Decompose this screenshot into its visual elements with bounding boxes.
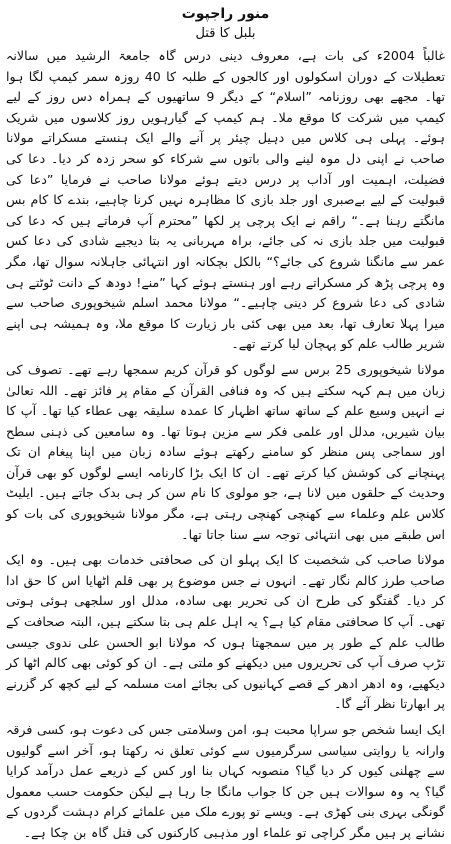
- article-paragraph: غالباً 2004ء کی بات ہے، معروف دینی درس گاہ جامعۃ الرشید میں سالانہ تعطیلات کے دوران اسکولوں اور کالجوں کے طلبہ کا 40 روزہ سمر کیمپ لگا ہوا تھا۔ مجھے بھی روزنامہ ”اسلام“ کے دیگر 9 ساتھیوں کے ہمراہ دس روز کے لیے کیمپ میں شرکت کا موقع ملا۔ ہم کیمپ کے گیارہویں روز کلاسوں میں شریک ہوئے۔ پہلی ہی کلاس میں دہیل چیئر پر آنے والے ایک ہنستے مسکراتے مولانا صاحب نے اپنی دل موہ لینے والی باتوں سے شرکاء کو سحر زدہ کر دیا۔ دعا کی فضیلت، اہمیت اور آداب پر درس دیتے ہوئے مولانا صاحب نے فرمایا ”دعا کی قبولیت کے لیے بےصبری اور جلد بازی کا مظاہرہ نہیں کرنا چاہیے، بندے کا کام بس مانگتے رہنا ہے۔“ راقم نے ایک پرچی پر لکھا ”محترم آپ فرماتے ہیں کہ دعا کی قبولیت میں جلد بازی نہ کی جائے، براہ مہربانی یہ بتا دیجیے شادی کی دعا کس عمر سے مانگنا شروع کی جائے؟“ بالکل بچکانہ اور انتہائی جاہلانہ سوال تھا، مگر وہ پرچی پڑھ کر مسکراتے رہے اور ہنستے ہوئے کہا ”منے! دودھ کے دانت ٹوٹتے ہی شادی کی دعا شروع کر دینی چاہیے۔“ مولانا محمد اسلم شیخوپوری صاحب سے میرا پہلا تعارف تھا، بعد میں بھی کئی بار زیارت کا موقع ملا، وہ ہمیشہ ہی اپنے شریر طالب علم کو پہچان لیا کرتے تھے۔: [6, 48, 445, 352]
- author-name: منور راجپوت: [181, 6, 270, 22]
- article-paragraph: ایک ایسا شخص جو سراپا محبت ہو، امن وسلامتی جس کی دعوت ہو، کسی فرقہ وارانہ یا روایتی سیاسی سرگرمیوں سے کوئی تعلق نہ رکھتا ہو، آخر اسے گولیوں سے چھلنی کیوں کر دیا گیا؟ منصوبہ کہاں بنا اور کس کے ذریعے عمل درآمد کرایا گیا؟ یہ وہ سوالات ہیں جن کا جواب مانگا جا رہا ہے لیکن حکومت حسب معمول گونگی بہری بنی کھڑی ہے۔ ویسے تو پورے ملک میں علمائے کرام دہشت گردوں کے نشانے پر ہیں مگر کراچی تو علماء اور مذہبی کارکنوں کی قتل گاہ بن چکا ہے۔: [6, 722, 445, 840]
- article-paragraph: مولانا شیخوپوری 25 برس سے لوگوں کو قرآن کریم سمجھا رہے تھے۔ تصوف کی زبان میں ہم کہہ سکتے ہیں کہ وہ فنافی القرآن کے مقام پر فائز تھے۔ اللہ تعالیٰ نے انہیں وسیع علم کے ساتھ ساتھ اظہار کا عمدہ سلیقہ بھی عطاء کیا تھا۔ آپ کا بیان شیریں، مدلل اور علمی فکر سے مزین ہوتا تھا۔ وہ سامعین کی ذہنی سطح اور سماجی پس منظر کو سامنے رکھتے ہوئے سادہ زبان میں اپنا پیغام ان تک پہنچانے کی کوشش کیا کرتے تھے۔ ان کا ایک بڑا کارنامہ ایسے لوگوں کو بھی قرآن وحدیث کے حلقوں میں لانا ہے، جو مولوی کا نام سن کر ہی بدک جاتے ہیں۔ ایلیٹ کلاس علم وعلماء سے کھنچی کھنچی رہتی ہے، مگر مولانا شیخوپوری کی بات کو اس طبقے میں بھی انتہائی توجہ سے سنا جاتا تھا۔: [6, 361, 445, 542]
- article-paragraph: مولانا صاحب کی شخصیت کا ایک پہلو ان کی صحافتی خدمات بھی ہیں۔ وہ ایک صاحب طرز کالم نگار تھے۔ انہوں نے جس موضوع پر بھی قلم اٹھایا اس کا حق ادا کر دیا۔ گفتگو کی طرح ان کی تحریر بھی سادہ، مدلل اور سلجھی ہوئی ہوتی تھی۔ آپ کا صحافتی مقام کیا ہے؟ یہ اہل علم ہی بتا سکتے ہیں، البتہ صحافت کے طالب علم کے طور پر میں سمجھتا ہوں کہ مولانا ابو الحسن علی ندوی جیسی تڑپ صرف آپ کی تحریروں میں دیکھنے کو ملتی ہے۔ ان کو کوئی بھی کالم اٹھا کر دیکھیے، وہ ادھر ادھر کے قصے کہانیوں کی بجائے امت مسلمہ کے لیے کچھ کر گزرنے پر ابھارتا نظر آئے گا۔: [6, 552, 445, 712]
- article-title: بلبل کا قتل: [195, 26, 256, 41]
